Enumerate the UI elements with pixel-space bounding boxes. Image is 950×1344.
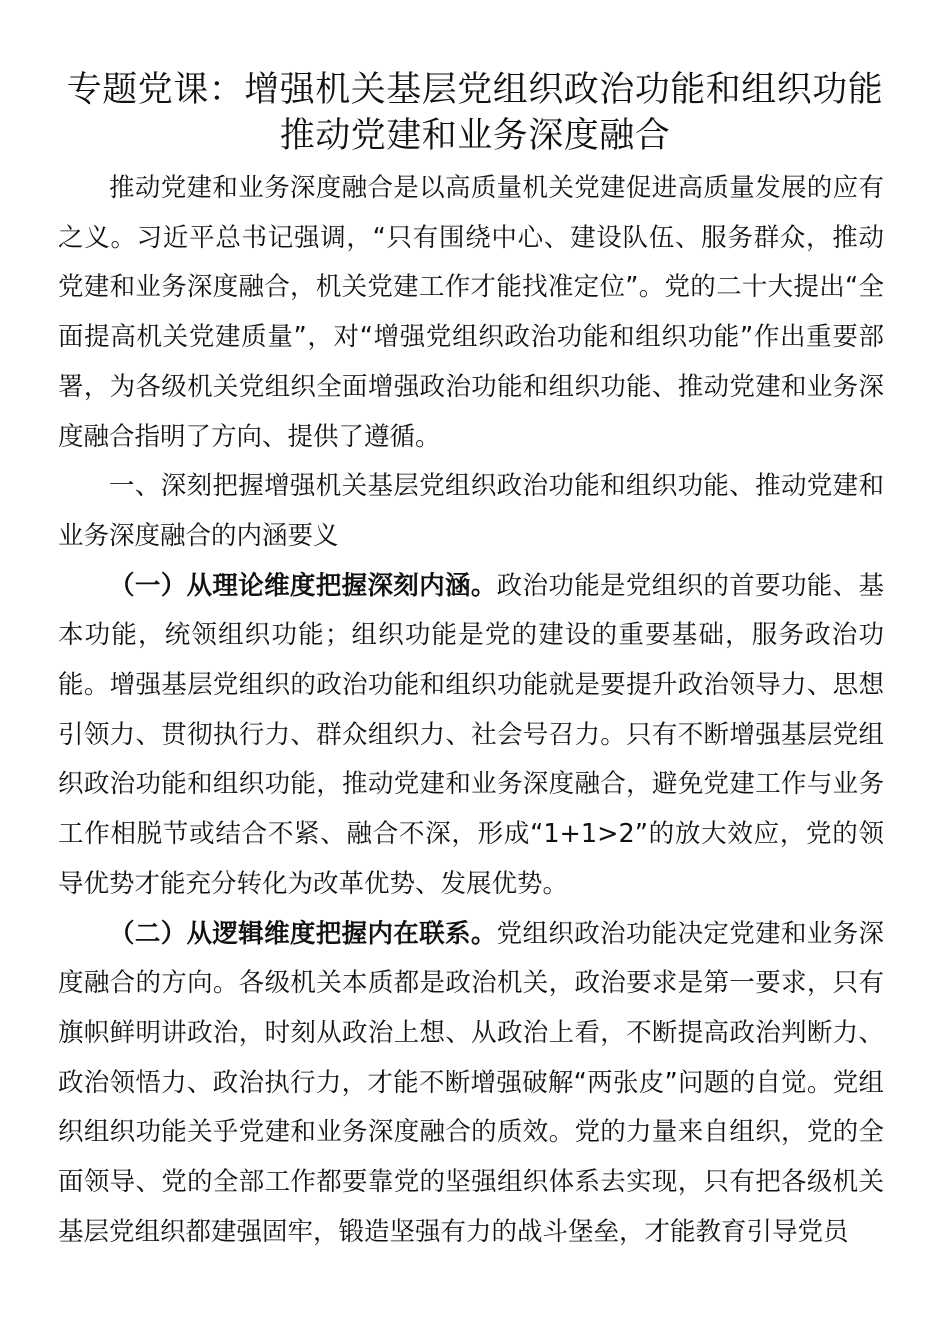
point-two-lead: （二）从逻辑维度把握内在联系。 bbox=[109, 918, 497, 949]
point-one-paragraph bbox=[58, 562, 884, 910]
point-two-body: 党组织政治功能决定党建和业务深度融合的方向。各级机关本质都是政治机关，政治要求是第一要求，只有旗帜鲜明讲政治，时刻从政治上想、从政治上看，不断提高政治判断力、政治领悟力、政治执行力，才能不断增强破解“两张皮”问题的自觉。党组织组织功能关乎党建和业务深度融合的质效。党的力量来自组织，党的全面领导、党的全部工作都要靠党的坚强组织体系去实现，只有把各级机关基层党组织都建强固牢，锻造坚强有力的战斗堡垒，才能教育引导党员 bbox=[58, 918, 884, 1247]
document-title-line1: 专题党课：增强机关基层党组织政治功能和组织功能 bbox=[66, 70, 884, 110]
intro-paragraph: 推动党建和业务深度融合是以高质量机关党建促进高质量发展的应有之义。习近平总书记强调，“只有围绕中心、建设队伍、服务群众，推动党建和业务深度融合，机关党建工作才能找准定位”。党的二十大提出“全面提高机关党建质量”，对“增强党组织政治功能和组织功能”作出重要部署，为各级机关党组织全面增强政治功能和组织功能、推动党建和业务深度融合指明了方向、提供了遵循。 bbox=[58, 173, 884, 452]
point-two-paragraph bbox=[58, 910, 884, 1258]
document-title-line2: 推动党建和业务深度融合 bbox=[279, 116, 671, 156]
section-heading: 一、深刻把握增强机关基层党组织政治功能和组织功能、推动党建和业务深度融合的内涵要义 bbox=[58, 471, 884, 551]
point-one-lead: （一）从理论维度把握深刻内涵。 bbox=[109, 570, 497, 601]
document-body bbox=[58, 164, 884, 1257]
point-one-body: 政治功能是党组织的首要功能、基本功能，统领组织功能；组织功能是党的建设的重要基础，服务政治功能。增强基层党组织的政治功能和组织功能就是要提升政治领导力、思想引领力、贯彻执行力、群众组织力、社会号召力。只有不断增强基层党组织政治功能和组织功能，推动党建和业务深度融合，避免党建工作与业务工作相脱节或结合不紧、融合不深，形成“1+1>2”的放大效应，党的领导优势才能充分转化为改革优势、发展优势。 bbox=[58, 570, 884, 899]
